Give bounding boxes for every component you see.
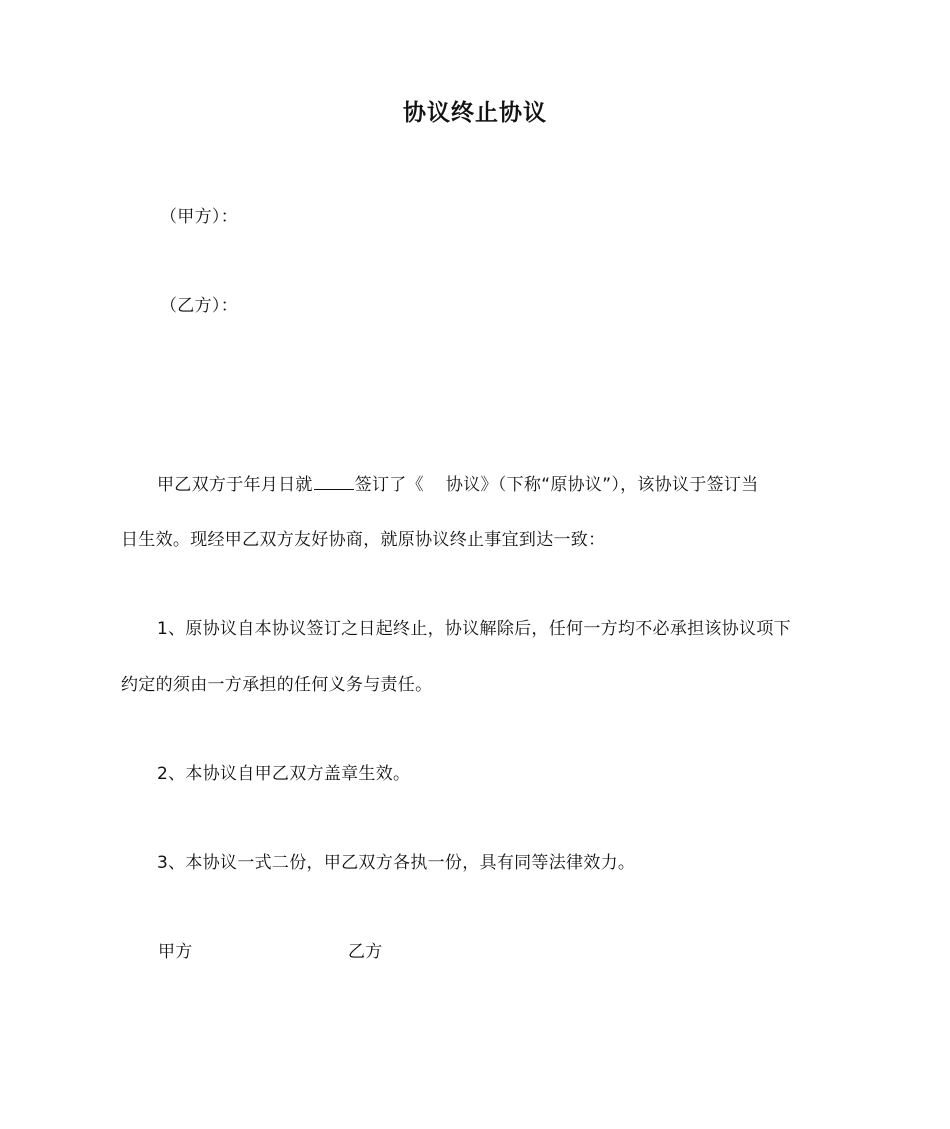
party-a-label: （甲方）： xyxy=(160,207,238,227)
intro-paragraph-line-1 xyxy=(157,471,759,499)
intro-text-part-3: 协议》（下称“原协议”），该协议于签订当 xyxy=(445,475,759,495)
clause-2: 2、本协议自甲乙双方盖章生效。 xyxy=(157,764,411,784)
signature-party-b: 乙方 xyxy=(348,942,383,962)
clause-1-line-1: 1、原协议自本协议签订之日起终止，协议解除后，任何一方均不必承担该协议项下 xyxy=(157,619,791,639)
document-title: 协议终止协议 xyxy=(403,100,547,126)
party-b-label: （乙方）： xyxy=(160,296,238,316)
intro-text-part-1: 甲乙双方于年月日就 xyxy=(157,475,313,495)
clause-1-line-2: 约定的须由一方承担的任何义务与责任。 xyxy=(121,675,433,695)
intro-text-part-2: 签订了《 xyxy=(354,475,424,495)
signature-party-a: 甲方 xyxy=(158,942,193,962)
clause-3: 3、本协议一式二份，甲乙双方各执一份，具有同等法律效力。 xyxy=(157,853,636,873)
intro-paragraph-line-2: 日生效。现经甲乙双方友好协商，就原协议终止事宜到达一致： xyxy=(121,530,606,550)
blank-underline xyxy=(314,471,354,490)
